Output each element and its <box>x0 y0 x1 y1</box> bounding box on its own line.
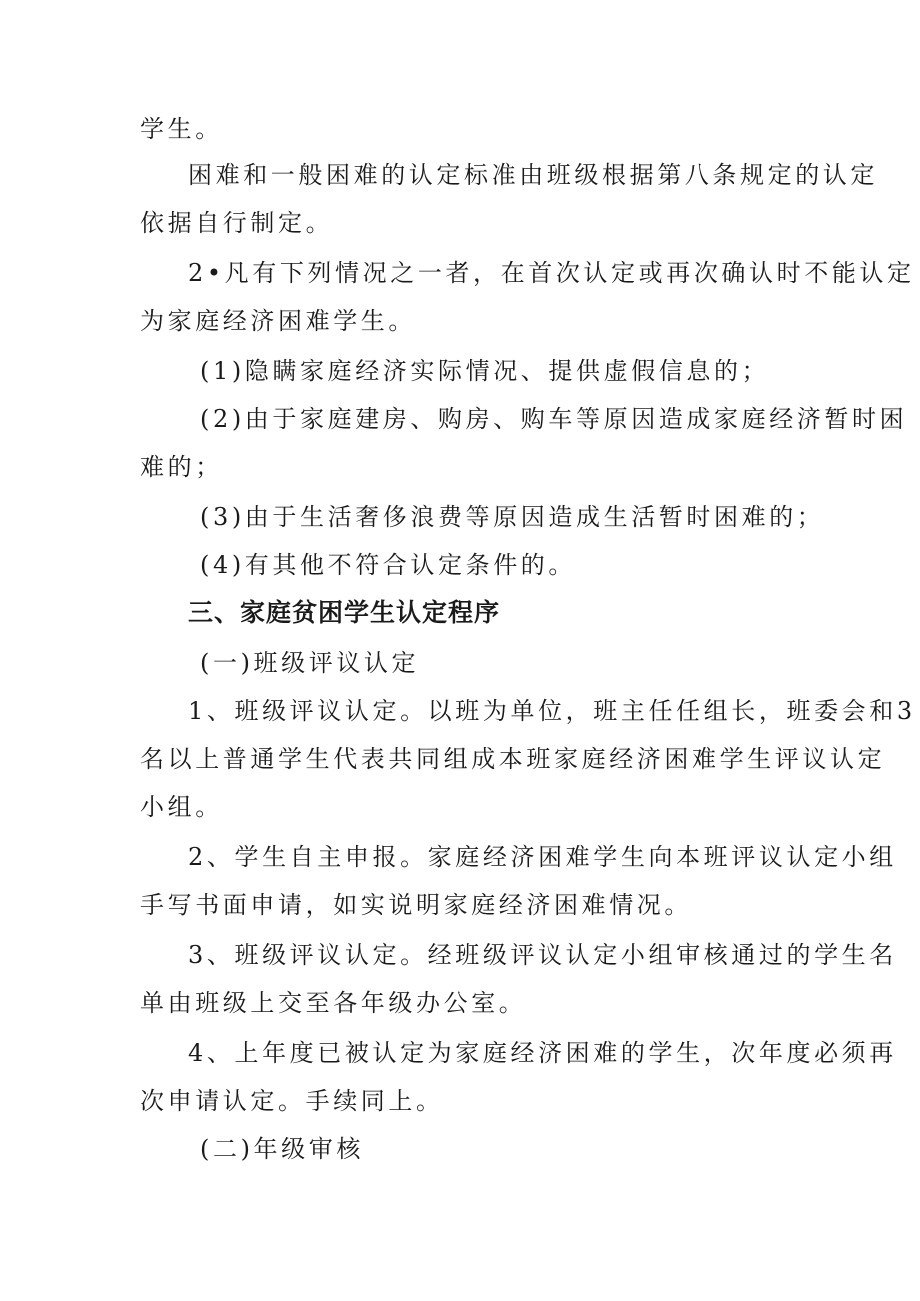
subsection-heading-grade-review: (二)年级审核 <box>200 1135 364 1163</box>
step-2-line-2: 手写书面申请，如实说明家庭经济困难情况。 <box>140 891 692 919</box>
list-item-3: (3)由于生活奢侈浪费等原因造成生活暂时困难的； <box>200 503 825 531</box>
step-3-line-2: 单由班级上交至各年级办公室。 <box>140 989 527 1017</box>
text-line-criteria-start: 困难和一般困难的认定标准由班级根据第八条规定的认定 <box>188 161 878 189</box>
step-3-line-1: 3、班级评议认定。经班级评议认定小组审核通过的学生名 <box>188 941 897 969</box>
step-2-line-1: 2、学生自主申报。家庭经济困难学生向本班评议认定小组 <box>188 843 897 871</box>
text-line-criteria-end: 依据自行制定。 <box>140 209 334 237</box>
step-4-line-2: 次申请认定。手续同上。 <box>140 1087 444 1115</box>
step-1-line-2: 名以上普通学生代表共同组成本班家庭经济困难学生评议认定 <box>140 745 886 773</box>
subsection-heading-class-review: (一)班级评议认定 <box>200 649 420 677</box>
text-line-students-end: 学生。 <box>140 115 223 143</box>
text-line-exclusion-rule-end: 为家庭经济困难学生。 <box>140 307 416 335</box>
list-item-2-start: (2)由于家庭建房、购房、购车等原因造成家庭经济暂时困 <box>200 405 908 433</box>
text-line-exclusion-rule-start: 2•凡有下列情况之一者，在首次认定或再次确认时不能认定 <box>188 259 915 287</box>
step-1-line-1: 1、班级评议认定。以班为单位，班主任任组长，班委会和3 <box>188 697 916 725</box>
step-1-line-3: 小组。 <box>140 793 223 821</box>
list-item-4: (4)有其他不符合认定条件的。 <box>200 551 576 579</box>
section-heading-procedure: 三、家庭贫困学生认定程序 <box>188 598 501 627</box>
list-item-2-end: 难的； <box>140 453 223 481</box>
step-4-line-1: 4、上年度已被认定为家庭经济困难的学生，次年度必须再 <box>188 1039 897 1067</box>
list-item-1: (1)隐瞒家庭经济实际情况、提供虚假信息的； <box>200 357 770 385</box>
